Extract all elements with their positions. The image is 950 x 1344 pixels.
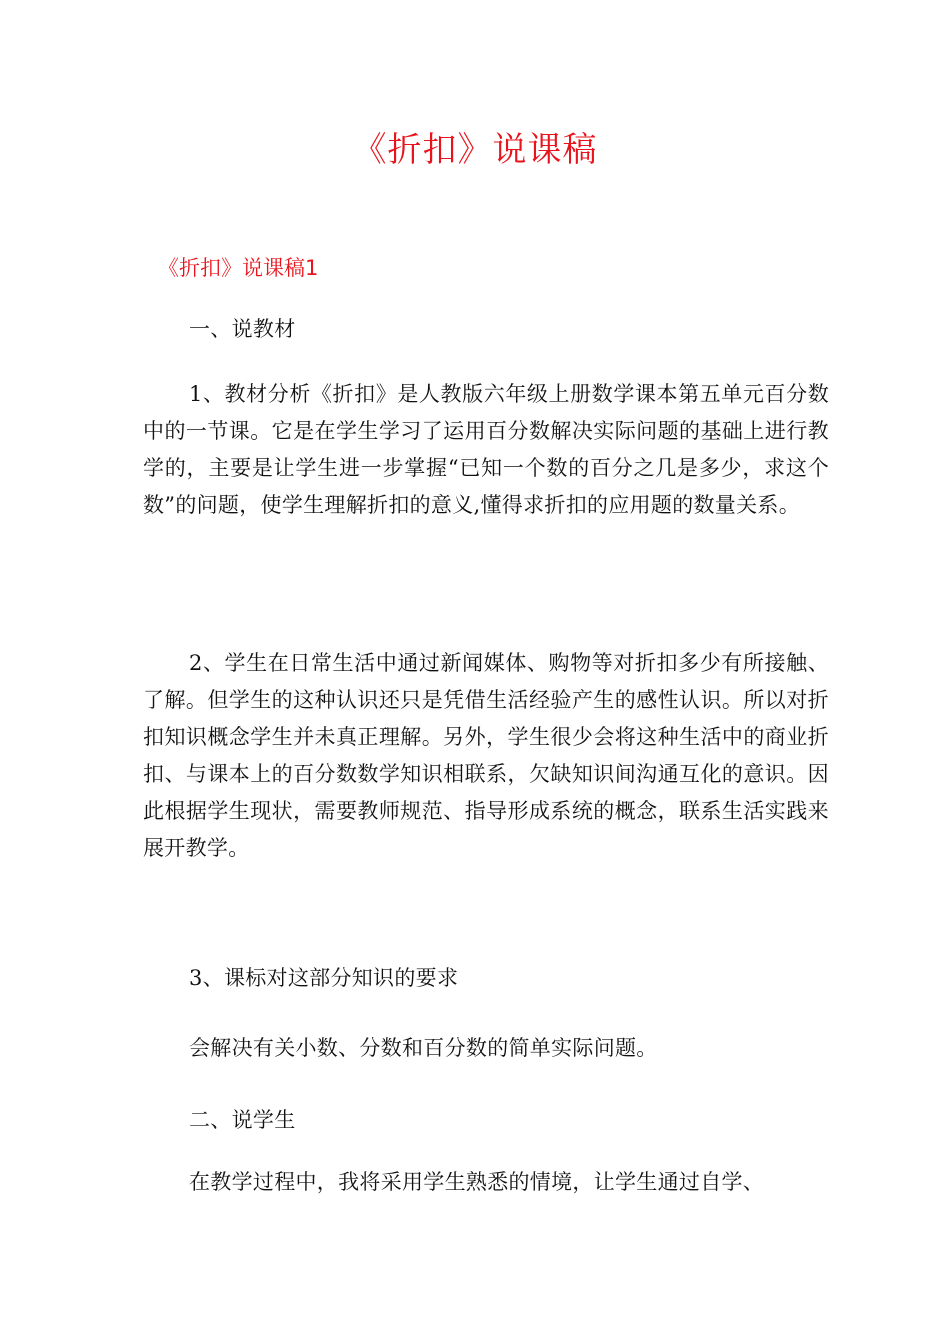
paragraph-student-background: 2、学生在日常生活中通过新闻媒体、购物等对折扣多少有所接触、了解。但学生的这种认识还只是凭借生活经验产生的感性认识。所以对折扣知识概念学生并未真正理解。另外，学生很少会将这种生活中的商业折扣、与课本上的百分数数学知识相联系，欠缺知识间沟通互化的意识。因此根据学生现状，需要教师规范、指导形成系统的概念，联系生活实践来展开教学。 [143,651,829,860]
paragraph-textbook-analysis: 1、教材分析《折扣》是人教版六年级上册数学课本第五单元百分数中的一节课。它是在学生学习了运用百分数解决实际问题的基础上进行教学的，主要是让学生进一步掌握“已知一个数的百分之几是多少，求这个数”的问题，使学生理解折扣的意义,懂得求折扣的应用题的数量关系。 [143,382,829,517]
paragraph-curriculum-requirements: 会解决有关小数、分数和百分数的简单实际问题。 [189,1036,658,1060]
paragraph-teaching-process: 在教学过程中，我将采用学生熟悉的情境，让学生通过自学、 [189,1170,765,1194]
heading-textbook: 一、说教材 [189,317,296,341]
section-title: 《折扣》说课稿1 [158,256,319,280]
document-title: 《折扣》说课稿 [352,130,598,170]
heading-students: 二、说学生 [189,1108,296,1132]
heading-curriculum-requirements: 3、课标对这部分知识的要求 [189,966,459,990]
